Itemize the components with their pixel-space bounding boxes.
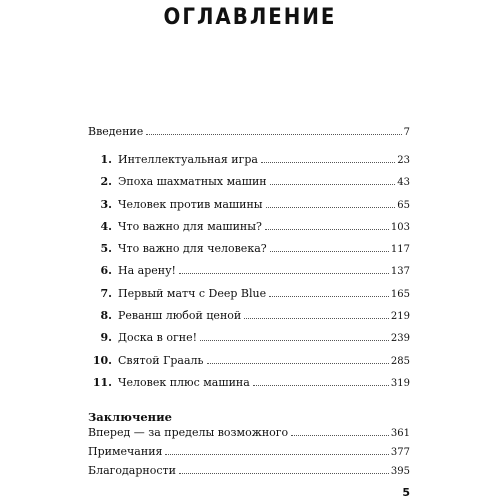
- toc-entry-label: Человек против машины: [118, 197, 263, 211]
- toc-entry-chapter: [88, 174, 410, 196]
- toc-entry-page: 219: [390, 311, 410, 323]
- toc-entry-label: Что важно для человека?: [118, 242, 267, 256]
- dot-leader: [146, 134, 401, 135]
- toc-entry-chapter: [88, 152, 410, 174]
- page-title: ОГЛАВЛЕНИЕ: [163, 5, 337, 30]
- table-of-contents: [88, 124, 410, 482]
- chapter-number: 9.: [100, 331, 112, 345]
- dot-leader: [165, 454, 388, 455]
- toc-entry-chapter: [88, 353, 410, 375]
- toc-entry-page: 239: [390, 333, 410, 345]
- dot-leader: [265, 229, 389, 230]
- dot-leader: [244, 318, 389, 319]
- dot-leader: [179, 273, 389, 274]
- toc-entry-notes: [88, 444, 410, 463]
- toc-entry-label: Что важно для машины?: [118, 219, 262, 233]
- dot-leader: [270, 251, 389, 252]
- chapter-number: 10.: [92, 353, 112, 367]
- section-heading-conclusion: Заключение: [88, 410, 172, 425]
- chapter-number: 4.: [100, 219, 112, 233]
- toc-entry-label: Святой Грааль: [118, 353, 204, 367]
- chapter-number: 11.: [92, 375, 112, 389]
- toc-entry-chapter: [88, 197, 410, 219]
- toc-entry-chapter: [88, 263, 410, 285]
- toc-entry-chapter: [88, 330, 410, 352]
- chapter-number: 1.: [100, 153, 112, 166]
- toc-entry-label: Примечания: [88, 445, 163, 459]
- dot-leader: [266, 207, 396, 208]
- toc-entry-label: Вперед — за пределы возможного: [88, 426, 289, 440]
- chapter-number: 3.: [100, 197, 112, 211]
- toc-entry-page: 377: [390, 447, 410, 459]
- toc-entry-label: Благодарности: [88, 464, 176, 478]
- dot-leader: [270, 184, 396, 185]
- toc-entry-intro: [88, 124, 410, 141]
- dot-leader: [291, 435, 389, 436]
- dot-leader: [253, 385, 389, 386]
- toc-entry-page: 361: [390, 428, 410, 440]
- toc-entry-label: Человек плюс машина: [118, 375, 250, 389]
- chapter-number: 6.: [100, 264, 112, 278]
- toc-entry-page: 165: [390, 288, 410, 300]
- toc-entry-page: 65: [397, 199, 410, 211]
- toc-entry-chapter: [88, 219, 410, 241]
- toc-entry-acknowledgements: [88, 463, 410, 482]
- toc-entry-label: Интеллектуальная игра: [118, 153, 258, 166]
- toc-entry-label: Введение: [88, 125, 144, 138]
- toc-entry-label: Первый матч с Deep Blue: [118, 286, 267, 300]
- dot-leader: [200, 340, 389, 341]
- toc-entry-label: Эпоха шахматных машин: [118, 175, 267, 189]
- chapter-number: 7.: [100, 286, 112, 300]
- toc-entry-conclusion: [88, 425, 410, 444]
- toc-entry-page: 103: [390, 221, 410, 233]
- toc-entry-chapter: [88, 375, 410, 397]
- chapter-number: 2.: [100, 175, 112, 189]
- toc-entry-page: 23: [397, 155, 410, 166]
- page-number: 5: [402, 486, 410, 499]
- toc-entry-chapter: [88, 308, 410, 330]
- toc-entry-page: 285: [390, 355, 410, 367]
- toc-entry-label: На арену!: [118, 264, 176, 278]
- dot-leader: [269, 296, 389, 297]
- toc-entry-label: Доска в огне!: [118, 331, 197, 345]
- toc-entry-page: 137: [390, 266, 410, 278]
- toc-entry-page: 43: [397, 177, 410, 189]
- toc-entry-chapter: [88, 286, 410, 308]
- toc-entry-page: 395: [390, 466, 410, 478]
- toc-entry-page: 7: [403, 127, 410, 138]
- toc-entry-chapter: [88, 241, 410, 263]
- dot-leader: [261, 162, 395, 163]
- chapter-number: 8.: [100, 309, 112, 323]
- dot-leader: [207, 363, 389, 364]
- toc-entry-page: 117: [390, 244, 410, 256]
- toc-entry-page: 319: [390, 377, 410, 389]
- chapter-number: 5.: [100, 242, 112, 256]
- dot-leader: [179, 473, 389, 474]
- toc-entry-label: Реванш любой ценой: [118, 309, 242, 323]
